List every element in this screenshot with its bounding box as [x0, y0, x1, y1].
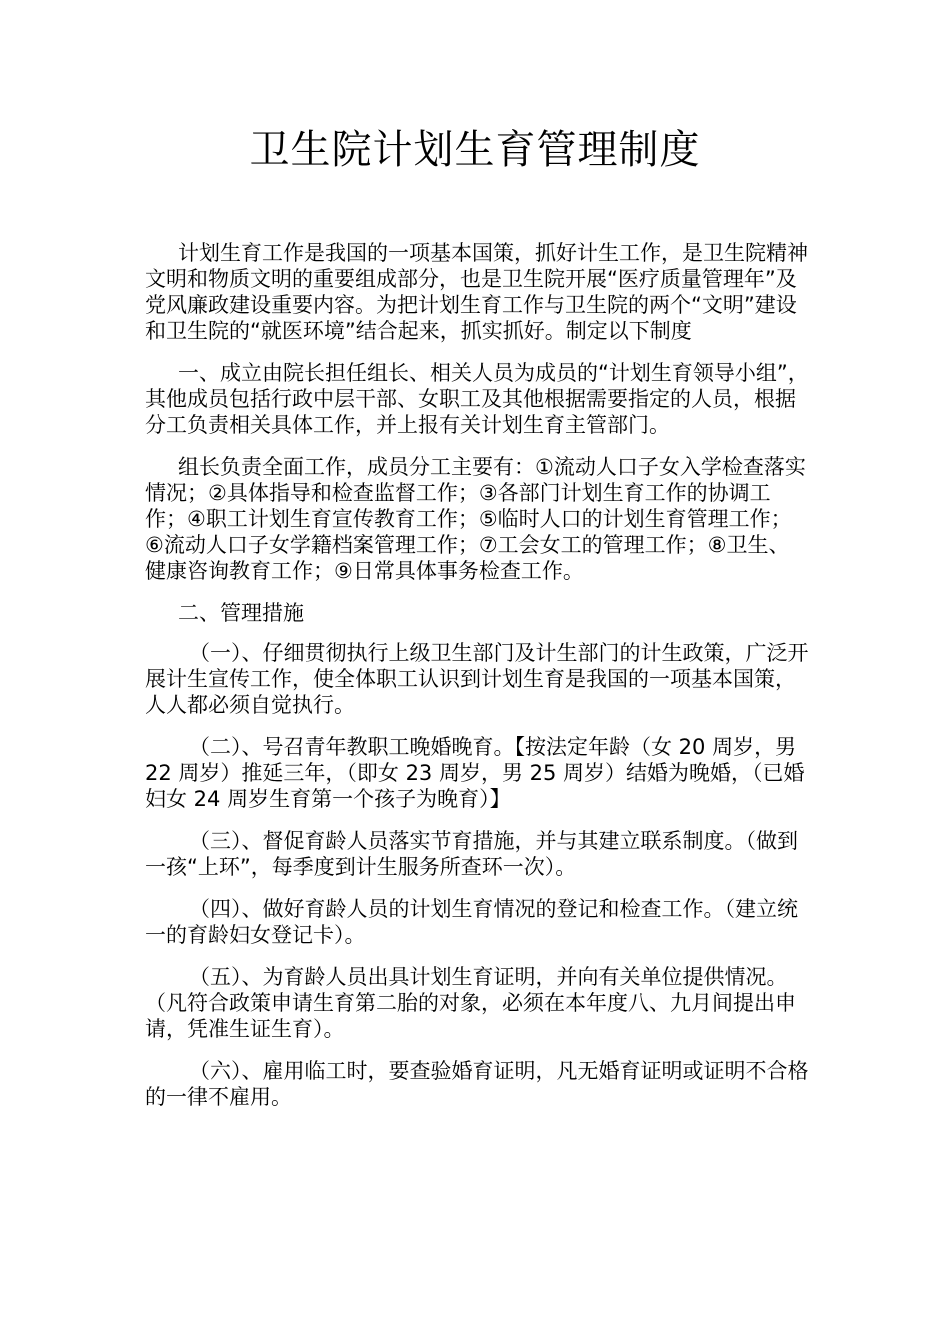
- measure-item-1: （一）、仔细贯彻执行上级卫生部门及计生部门的计生政策，广泛开展计生宣传工作，使全体职工认识到计划生育是我国的一项基本国策，人人都必须自觉执行。: [145, 641, 809, 717]
- measure-item-5: （五）、为育龄人员出具计划生育证明，并向有关单位提供情况。（凡符合政策申请生育第二胎的对象，必须在本年度八、九月间提出申请，凭准生证生育）。: [145, 965, 796, 1041]
- section-two-heading: 二、管理措施: [178, 601, 304, 625]
- document-body: [145, 240, 810, 1126]
- division-of-duties-paragraph: 组长负责全面工作，成员分工主要有：①流动人口子女入学检查落实情况；②具体指导和检查监督工作；③各部门计划生育工作的协调工作；④职工计划生育宣传教育工作；⑤临时人口的计划生育管理工作；⑥流动人口子女学籍档案管理工作；⑦工会女工的管理工作；⑧卫生、健康咨询教育工作；⑨日常具体事务检查工作。: [145, 455, 806, 583]
- section-one-paragraph: 一、成立由院长担任组长、相关人员为成员的“计划生育领导小组”，其他成员包括行政中层干部、女职工及其他根据需要指定的人员，根据分工负责相关具体工作，并上报有关计划生育主管部门。: [145, 361, 809, 437]
- measure-item-2: （二）、号召青年教职工晚婚晚育。【按法定年龄（女 20 周岁，男 22 周岁）推延三年，（即女 23 周岁，男 25 周岁）结婚为晚婚，（已婚妇女 24 周岁生育第一个孩子为晚育）】: [145, 735, 805, 811]
- measure-item-4: （四）、做好育龄人员的计划生育情况的登记和检查工作。（建立统一的育龄妇女登记卡）。: [145, 897, 798, 947]
- intro-paragraph: 计划生育工作是我国的一项基本国策，抓好计生工作，是卫生院精神文明和物质文明的重要组成部分，也是卫生院开展“医疗质量管理年”及党风廉政建设重要内容。为把计划生育工作与卫生院的两个“文明”建设和卫生院的“就医环境”结合起来，抓实抓好。制定以下制度: [145, 241, 808, 343]
- document-title: 卫生院计划生育管理制度: [249, 127, 701, 173]
- measure-item-3: （三）、督促育龄人员落实节育措施，并与其建立联系制度。（做到一孩“上环”，每季度到计生服务所查环一次）。: [145, 829, 798, 879]
- measure-item-6: （六）、雇用临工时，要查验婚育证明，凡无婚育证明或证明不合格的一律不雇用。: [145, 1059, 809, 1109]
